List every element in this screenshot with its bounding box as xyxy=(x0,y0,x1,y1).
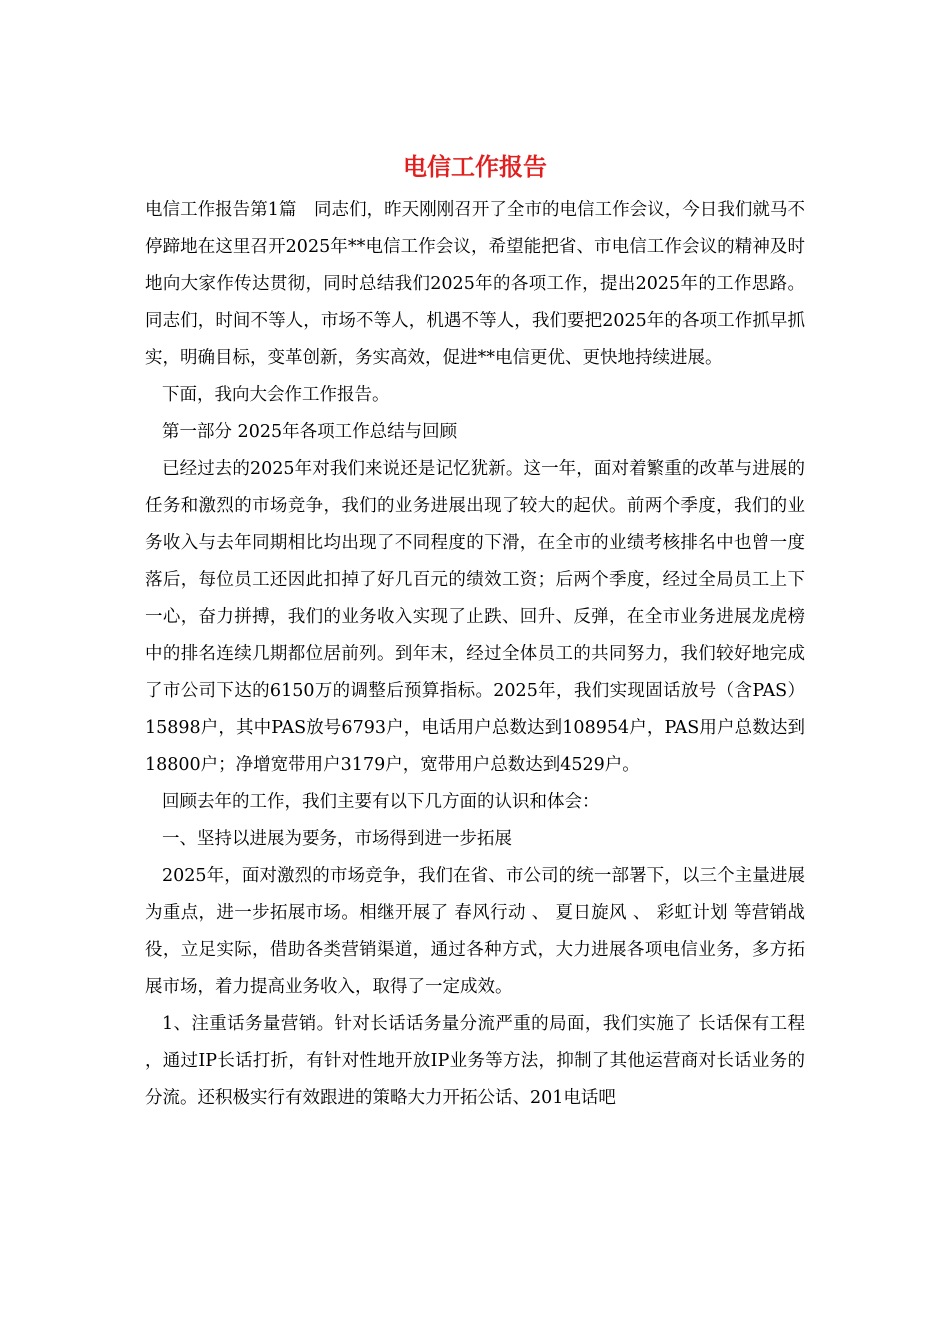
paragraph-opening: 电信工作报告第1篇 同志们，昨天刚刚召开了全市的电信工作会议，今日我们就马不停蹄地在这里召开2025年**电信工作会议，希望能把省、市电信工作会议的精神及时地向大家作传达贯彻，同时总结我们2025年的各项工作，提出2025年的工作思路。同志们，时间不等人，市场不等人，机遇不等人，我们要把2025年的各项工作抓早抓实，明确目标，变革创新，务实高效，促进**电信更优、更快地持续进展。 xyxy=(145,200,805,368)
paragraph-traffic-marketing: 1、注重话务量营销。针对长话话务量分流严重的局面，我们实施了 长话保有工程 ，通过IP长话打折，有针对性地开放IP业务等方法，抑制了其他运营商对长话业务的分流。还积极实行有效跟进的策略大力开拓公话、201电话吧 xyxy=(145,1014,805,1108)
paragraph-report-intro: 下面，我向大会作工作报告。 xyxy=(162,385,390,405)
section-heading-one: 一、坚持以进展为要务，市场得到进一步拓展 xyxy=(162,829,512,849)
paragraph-market-expansion: 2025年，面对激烈的市场竞争，我们在省、市公司的统一部署下，以三个主量进展为重点，进一步拓展市场。相继开展了 春风行动 、 夏日旋风 、 彩虹计划 等营销战役，立足实际，借助各类营销渠道，通过各种方式，大力进展各项电信业务，多方拓展市场，着力提高业务收入，取得了一定成效。 xyxy=(145,866,805,997)
section-heading-part-one: 第一部分 2025年各项工作总结与回顾 xyxy=(162,422,458,442)
paragraph-year-review: 已经过去的2025年对我们来说还是记忆犹新。这一年，面对着繁重的改革与进展的任务和激烈的市场竞争，我们的业务进展出现了较大的起伏。前两个季度，我们的业务收入与去年同期相比均出现了不同程度的下滑，在全市的业绩考核排名中也曾一度落后，每位员工还因此扣掉了好几百元的绩效工资；后两个季度，经过全局员工上下一心，奋力拼搏，我们的业务收入实现了止跌、回升、反弹，在全市业务进展龙虎榜中的排名连续几期都位居前列。到年末，经过全体员工的共同努力，我们较好地完成了市公司下达的6150万的调整后预算指标。2025年，我们实现固话放号（含PAS）15898户，其中PAS放号6793户，电话用户总数达到108954户，PAS用户总数达到18800户；净增宽带用户3179户，宽带用户总数达到4529户。 xyxy=(145,459,805,775)
paragraph-review-lead: 回顾去年的工作，我们主要有以下几方面的认识和体会： xyxy=(162,792,600,812)
document-title: 电信工作报告 xyxy=(403,152,547,181)
document-body xyxy=(145,192,805,1117)
